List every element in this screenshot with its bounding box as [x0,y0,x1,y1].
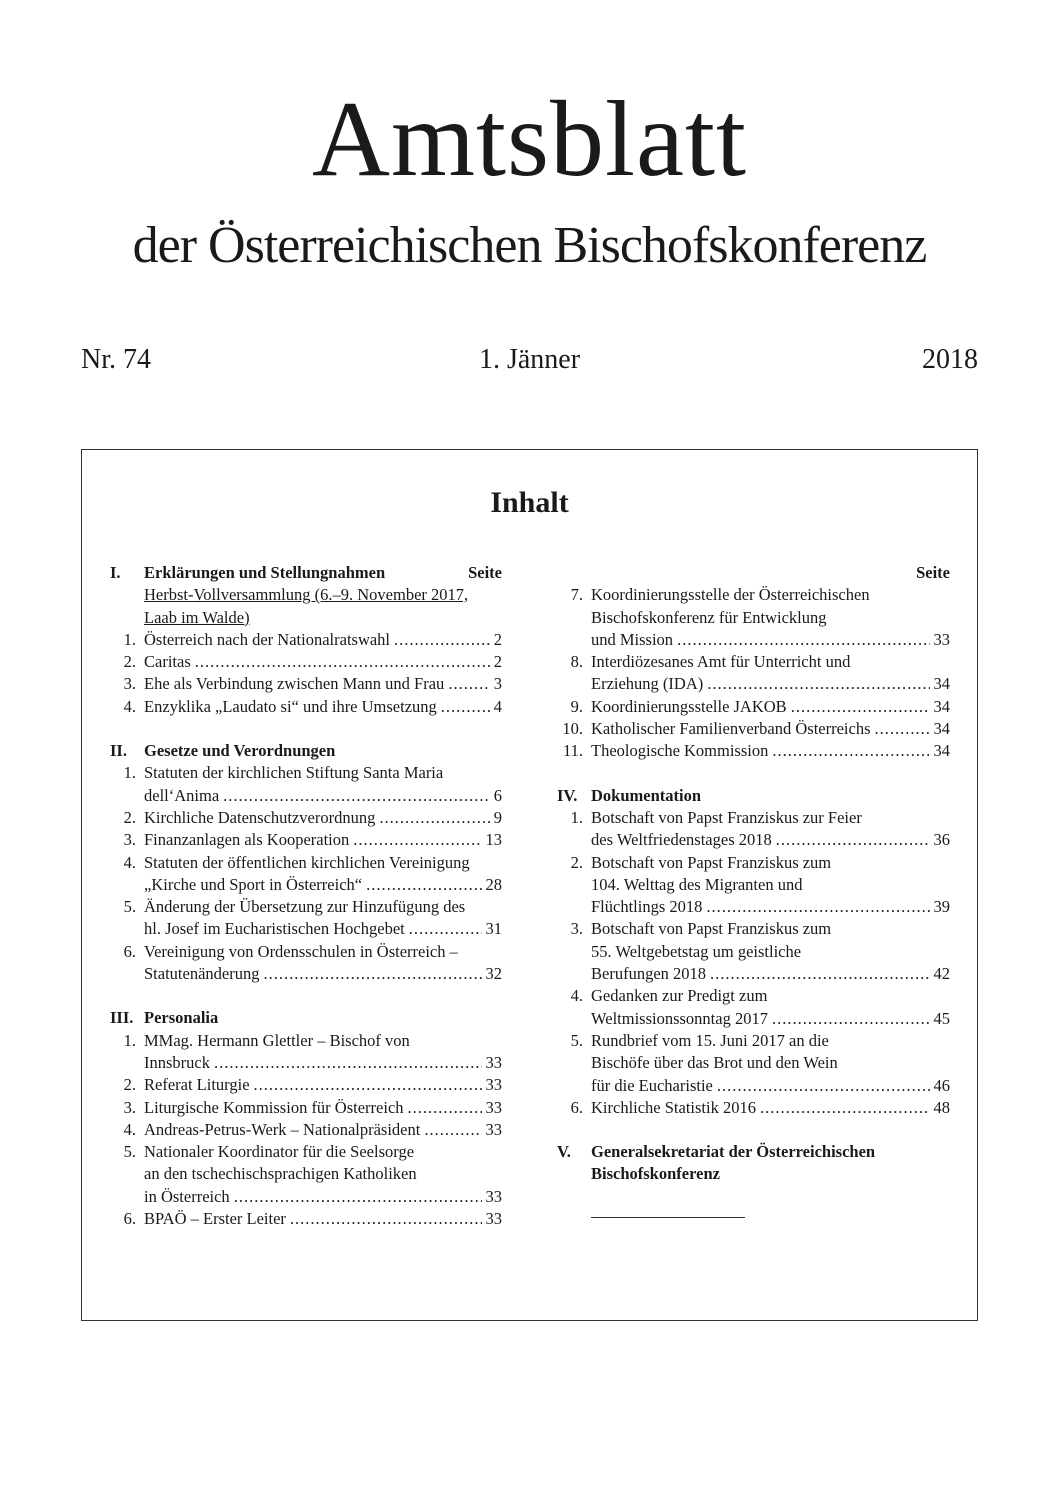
toc-page-number: 9 [493,807,502,827]
toc-entry-line [591,1052,950,1074]
toc-entry-text: Statuten der öffentlichen kirchlichen Vereinigung [144,852,470,872]
toc-entry[interactable] [557,696,950,718]
toc-entry-number: 9. [570,696,583,716]
toc-entry-number: 1. [123,629,136,649]
toc-entry-body [144,673,502,695]
dot-leader [409,918,482,940]
toc-entry-text: Statuten der kirchlichen Stiftung Santa Maria [144,763,444,783]
dot-leader [772,740,929,762]
toc-entry-line [591,896,950,918]
toc-entry-text: MMag. Hermann Glettler – Bischof von [144,1030,410,1050]
toc-entry[interactable] [557,584,950,651]
toc-entry[interactable] [110,1141,502,1208]
toc-entry-text: Weltmissionssonntag 2017 [591,1008,768,1028]
toc-entry-number: 1. [123,763,136,783]
toc-entry-text: Finanzanlagen als Kooperation [144,830,350,850]
toc-entry-number: 2. [123,807,136,827]
toc-entry[interactable] [110,696,502,718]
dot-leader [394,629,490,651]
toc-entry-line [144,1186,502,1208]
dot-leader [772,1008,930,1030]
toc-entry-number: 3. [570,919,583,939]
toc-entry-text: Referat Liturgie [144,1075,250,1095]
toc-entry-number: 4. [570,986,583,1006]
toc-entry-body [144,629,502,651]
closing-rule [591,1217,745,1218]
toc-entry-number: 2. [123,1075,136,1095]
toc-entry-text: BPAÖ – Erster Leiter [144,1209,286,1229]
section-title: Personalia [144,1008,219,1028]
dot-leader [706,896,929,918]
toc-entry-line [144,651,502,673]
toc-page-number: 33 [485,1186,502,1206]
toc-entry-text: „Kirche und Sport in Österreich“ [144,874,363,894]
toc-entry-text: Berufungen 2018 [591,964,707,984]
toc-entry-line [144,1074,502,1096]
toc-entry-text: des Weltfriedenstages 2018 [591,830,772,850]
toc-entry-line [144,696,502,718]
toc-entry-text: 55. Weltgebetstag um geistliche [591,941,802,961]
toc-entry-text: Rundbrief vom 15. Juni 2017 an die [591,1030,829,1050]
toc-entry-text: Botschaft von Papst Franziskus zum [591,852,832,872]
toc-entry-line [144,874,502,896]
toc-entry-text: Kirchliche Statistik 2016 [591,1097,756,1117]
toc-entry-body [144,651,502,673]
toc-entry-text: 104. Welttag des Migranten und [591,874,803,894]
toc-entry[interactable] [110,852,502,897]
dot-leader [290,1208,482,1230]
toc-entry-line [144,829,502,851]
toc-entry-line [591,874,950,896]
toc-page-number: 2 [493,652,502,672]
toc-entry-number: 10. [562,719,583,739]
toc-entry-line [591,1030,950,1052]
section-title: Erklärungen und Stellungnahmen [144,563,386,582]
toc-entry-line [591,1008,950,1030]
toc-page-number: 34 [933,696,950,716]
toc-entry-body [591,651,950,696]
toc-entry-line [144,941,502,963]
toc-page-number: 6 [493,785,502,805]
dot-leader [791,696,930,718]
toc-page-number: 33 [485,1052,502,1072]
toc-section-heading [557,785,950,807]
section-title: Gesetze und Verordnungen [144,741,336,761]
section-number: V. [557,1142,571,1162]
toc-entry-line [591,852,950,874]
toc-entry-number: 2. [123,652,136,672]
toc-entry[interactable] [557,1097,950,1119]
toc-page-number: 28 [485,874,502,894]
toc-section-heading [557,1141,950,1186]
dot-leader [707,673,929,695]
toc-entry-text: Erziehung (IDA) [591,674,704,694]
toc-entry-body [144,896,502,941]
toc-page-number: 3 [493,674,502,694]
dot-leader [379,807,489,829]
toc-entry-text: Caritas [144,652,191,672]
toc-subheading-link[interactable]: Herbst-Vollversammlung (6.–9. November 2017, [144,585,469,605]
toc-entry[interactable] [110,1074,502,1096]
toc-entry-text: Gedanken zur Predigt zum [591,986,768,1006]
toc-entry-number: 1. [570,807,583,827]
dot-leader [448,673,489,695]
toc-entry-line [144,1208,502,1230]
toc-page-number: 45 [933,1008,950,1028]
toc-entry-text: Botschaft von Papst Franziskus zum [591,919,832,939]
toc-entry-number: 5. [123,897,136,917]
toc-entry[interactable] [110,673,502,695]
toc-entry-line [591,718,950,740]
toc-section-heading [110,562,502,584]
section-title-line: Generalsekretariat der Österreichischen [591,1142,876,1162]
toc-page-number: 31 [485,919,502,939]
dot-leader [214,1052,482,1074]
toc-entry-text: Statutenänderung [144,964,260,984]
dot-leader [760,1097,930,1119]
toc-entry[interactable] [110,1030,502,1075]
dot-leader [223,785,490,807]
toc-entry-text: an den tschechischsprachigen Katholiken [144,1164,417,1184]
dot-leader [366,874,481,896]
toc-entry-text: hl. Josef im Eucharistischen Hochgebet [144,919,405,939]
section-number: III. [110,1008,134,1028]
toc-entry-body [144,1208,502,1230]
toc-page-number: 13 [485,830,502,850]
toc-entry-body [144,1074,502,1096]
toc-entry-text: dell‘Anima [144,785,220,805]
toc-entry[interactable] [557,807,950,852]
toc-entry-number: 7. [570,585,583,605]
toc-page-number: 33 [485,1097,502,1117]
toc-page-number: 32 [485,964,502,984]
toc-entry-line [144,1030,502,1052]
toc-page-number: 34 [933,741,950,761]
toc-entry[interactable] [110,941,502,986]
toc-entry-text: Koordinierungsstelle JAKOB [591,696,787,716]
toc-entry-body [591,584,950,651]
toc-entry-number: 3. [123,1097,136,1117]
toc-entry-text: Enzyklika „Laudato si“ und ihre Umsetzung [144,696,437,716]
seite-label: Seite [468,563,502,582]
toc-entry-line [144,852,502,874]
toc-entry-number: 2. [570,852,583,872]
toc-entry-text: Änderung der Übersetzung zur Hinzufügung des [144,897,466,917]
toc-entry[interactable] [110,1208,502,1230]
toc-entry-line [144,918,502,940]
toc-page-number: 48 [933,1097,950,1117]
toc-page-number: 36 [933,830,950,850]
toc-entry-body [591,718,950,740]
toc-entry-text: Koordinierungsstelle der Österreichischen [591,585,870,605]
toc-entry-body [144,829,502,851]
dot-leader [875,718,930,740]
toc-entry-body [144,1141,502,1208]
toc-entry-text: Kirchliche Datenschutzverordnung [144,807,376,827]
toc-entry-body [591,740,950,762]
toc-entry-line [591,651,950,673]
table-of-contents [81,449,978,1321]
toc-entry[interactable] [557,740,950,762]
toc-entry-text: in Österreich [144,1186,230,1206]
section-number: IV. [557,785,578,805]
section-title: Dokumentation [591,785,702,805]
toc-entry-number: 4. [123,1119,136,1139]
toc-entry-line [591,941,950,963]
toc-entry-line [144,629,502,651]
toc-entry-line [144,673,502,695]
toc-left-column [110,562,502,1230]
dot-leader [424,1119,481,1141]
toc-entry[interactable] [110,807,502,829]
toc-entry-line [591,584,950,606]
toc-entry-line [144,963,502,985]
toc-entry[interactable] [110,762,502,807]
toc-entry-line [144,1052,502,1074]
toc-entry-line [144,1119,502,1141]
toc-entry-text: Bischöfe über das Brot und den Wein [591,1053,838,1073]
toc-entry-text: Interdiözesanes Amt für Unterricht und [591,652,851,672]
toc-entry[interactable] [557,852,950,919]
toc-entry-line [591,985,950,1007]
toc-entry-number: 8. [570,652,583,672]
dot-leader [254,1074,482,1096]
toc-entry-line [591,673,950,695]
toc-entry-text: für die Eucharistie [591,1075,713,1095]
toc-heading: Inhalt [490,486,569,519]
toc-entry-line [591,963,950,985]
toc-entry[interactable] [557,985,950,1030]
dot-leader [263,963,481,985]
seite-label: Seite [916,563,950,582]
toc-entry-line [591,740,950,762]
toc-entry-body [144,696,502,718]
dot-leader [408,1097,482,1119]
toc-entry-number: 4. [123,696,136,716]
dot-leader [195,651,490,673]
toc-entry-text: Österreich nach der Nationalratswahl [144,629,391,649]
toc-page-number: 33 [485,1075,502,1095]
journal-title: Amtsblatt [312,80,747,199]
toc-entry-line [144,1097,502,1119]
toc-entry[interactable] [110,1119,502,1141]
dot-leader [677,629,929,651]
toc-entry-text: Katholischer Familienverband Österreichs [591,719,871,739]
dot-leader [710,963,929,985]
toc-entry-body [591,807,950,852]
section-title-line: Bischofskonferenz [591,1164,720,1184]
issue-date: 1. Jänner [478,344,581,375]
dot-leader [441,696,490,718]
toc-entry-line [144,896,502,918]
toc-entry-text: Botschaft von Papst Franziskus zur Feier [591,807,862,827]
toc-entry-body [591,1097,950,1119]
toc-page-number: 4 [493,696,502,716]
toc-entry-line [144,807,502,829]
toc-entry-body [591,918,950,985]
toc-entry-number: 5. [570,1030,583,1050]
dot-leader [776,829,930,851]
toc-entry-body [591,1030,950,1097]
toc-entry-number: 1. [123,1030,136,1050]
toc-entry-text: Liturgische Kommission für Österreich [144,1097,404,1117]
dot-leader [717,1075,930,1097]
toc-entry-body [144,807,502,829]
toc-entry-line [591,807,950,829]
toc-page-number: 2 [493,629,502,649]
toc-entry-number: 6. [123,1209,136,1229]
toc-entry-number: 3. [123,830,136,850]
toc-page-number: 33 [485,1209,502,1229]
toc-entry-number: 6. [123,941,136,961]
toc-entry-line [591,918,950,940]
toc-page-number: 46 [933,1075,950,1095]
dot-leader [353,829,481,851]
toc-entry-body [144,1119,502,1141]
toc-section-heading [110,1007,502,1029]
toc-entry-text: Bischofskonferenz für Entwicklung [591,607,827,627]
toc-page-number: 33 [485,1119,502,1139]
toc-entry-body [591,985,950,1030]
issue-number: Nr. 74 [81,344,151,375]
toc-entry-text: Nationaler Koordinator für die Seelsorge [144,1142,415,1162]
toc-entry-body [591,852,950,919]
toc-entry-line [144,1141,502,1163]
toc-entry-line [591,607,950,629]
toc-subheading-link[interactable]: Laab im Walde) [144,607,250,627]
toc-right-column [557,562,950,1186]
issue-year: 2018 [922,344,978,375]
toc-entry-line [144,762,502,784]
toc-page-number: 34 [933,719,950,739]
section-title [591,1141,950,1186]
toc-entry-line [144,785,502,807]
toc-entry[interactable] [557,918,950,985]
toc-entry-number: 4. [123,852,136,872]
toc-entry-number: 6. [570,1097,583,1117]
section-number: I. [110,563,121,582]
dot-leader [234,1186,482,1208]
toc-entry-line [591,829,950,851]
toc-entry[interactable] [110,1097,502,1119]
toc-entry[interactable] [110,896,502,941]
toc-entry-number: 11. [562,741,583,761]
toc-entry-text: und Mission [591,629,674,649]
toc-entry-line [591,696,950,718]
toc-entry-body [144,1030,502,1075]
toc-entry-text: Innsbruck [144,1052,210,1072]
journal-subtitle: der Österreichischen Bischofskonferenz [132,217,927,274]
toc-entry-text: Theologische Kommission [591,741,769,761]
toc-page-number: 34 [933,674,950,694]
toc-entry[interactable] [557,718,950,740]
toc-entry-body [144,1097,502,1119]
toc-entry-body [144,852,502,897]
toc-entry-line [591,629,950,651]
toc-page-number: 33 [933,629,950,649]
toc-entry-number: 5. [123,1142,136,1162]
toc-entry-text: Andreas-Petrus-Werk – Nationalpräsident [144,1119,421,1139]
section-number: II. [110,741,127,761]
toc-entry-line [591,1075,950,1097]
toc-entry-text: Flüchtlings 2018 [591,897,703,917]
toc-page-number: 39 [933,897,950,917]
toc-entry-line [591,1097,950,1119]
toc-entry[interactable] [110,629,502,651]
toc-entry[interactable] [557,651,950,696]
toc-page-number: 42 [933,964,950,984]
toc-entry-text: Vereinigung von Ordensschulen in Österreich – [144,941,458,961]
toc-entry-number: 3. [123,674,136,694]
toc-entry-body [591,696,950,718]
toc-section-heading [110,740,502,762]
toc-entry-line [144,1163,502,1185]
toc-entry[interactable] [110,829,502,851]
toc-entry-body [144,941,502,986]
toc-entry[interactable] [557,1030,950,1097]
toc-entry[interactable] [110,651,502,673]
toc-entry-text: Ehe als Verbindung zwischen Mann und Frau [144,674,445,694]
toc-entry-body [144,762,502,807]
